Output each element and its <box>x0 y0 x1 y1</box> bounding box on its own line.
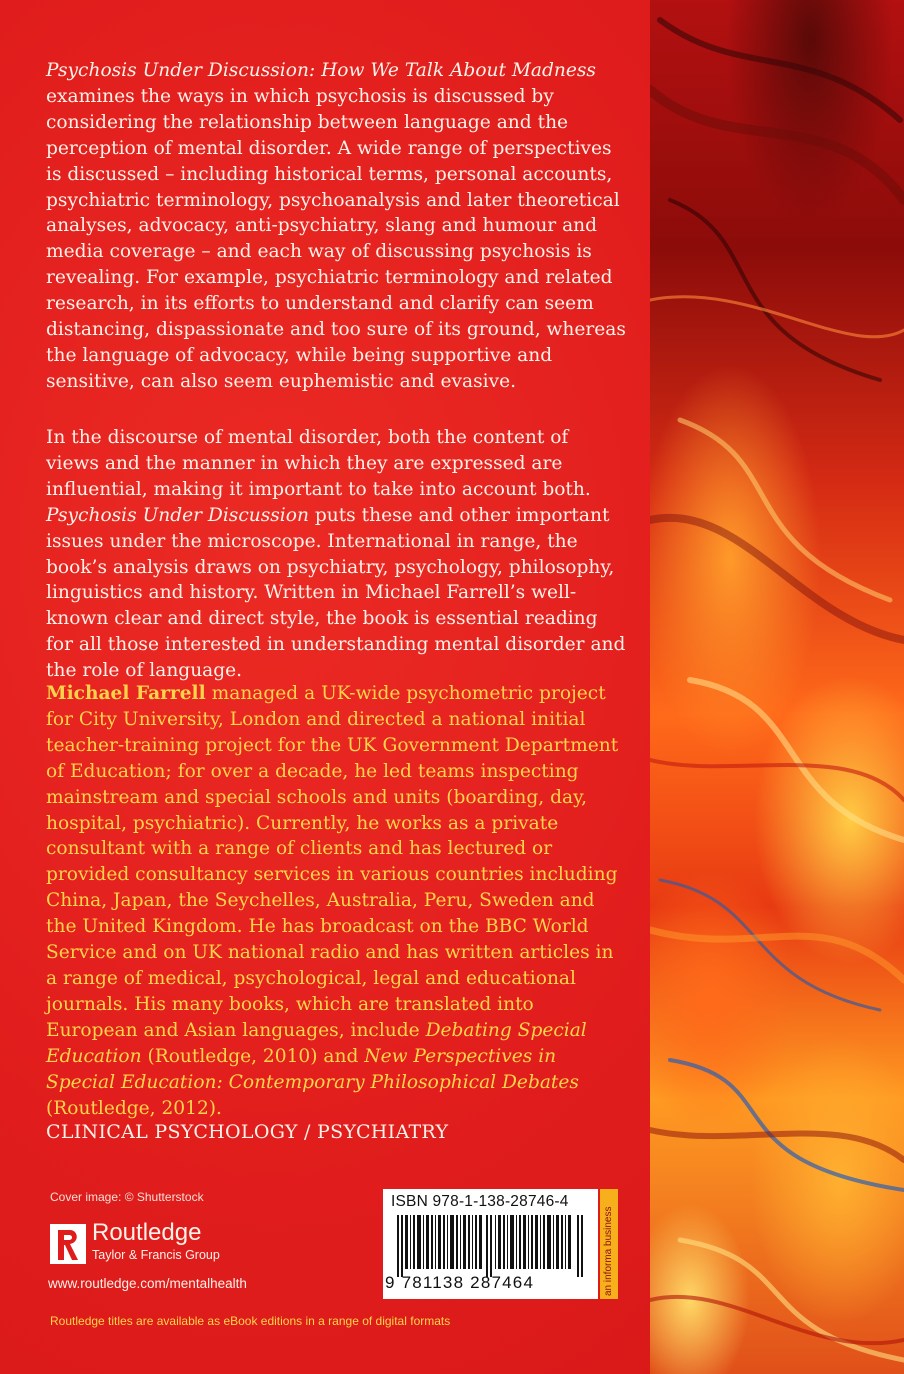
ebook-note: Routledge titles are available as eBook editions in a range of digital formats <box>50 1314 451 1328</box>
barcode-digits: 9 781138 287464 <box>385 1273 535 1292</box>
book-title: Psychosis Under Discussion: How We Talk About Madness <box>46 60 596 81</box>
publisher-group: Taylor & Francis Group <box>92 1248 220 1262</box>
blurb-paragraph-2 <box>46 425 626 684</box>
blurb-paragraph-1 <box>46 58 626 395</box>
author-book-2: New Perspectives in Special Education: Contemporary Philosophical Debates <box>46 1045 579 1093</box>
author-name: Michael Farrell <box>46 683 206 704</box>
blurb-paragraph-1-text: examines the ways in which psychosis is discussed by considering the relationship between language and the perception of mental disorder. A wide range of perspectives is discussed – including historical terms, personal accounts, psychiatric terminology, psychoanalysis and later theoretical analyses, advocacy, anti-psychiatry, slang and humour and media coverage – and each way of discussing psychosis is revealing. For example, psychiatric terminology and related research, in its efforts to understand and clarify can seem distancing, dispassionate and too sure of its ground, whereas the language of advocacy, while being supportive and sensitive, can also seem euphemistic and evasive. <box>46 85 626 392</box>
barcode-bars-icon <box>397 1215 587 1277</box>
routledge-logo-icon <box>48 1222 88 1266</box>
blurb-paragraph-2-text-a: In the discourse of mental disorder, both the content of views and the manner in which they are expressed are influential, making it important to take into account both. <box>46 427 591 500</box>
author-bio-text-a: managed a UK-wide psychometric project for City University, London and directed a national initial teacher-training project for the UK Government Department of Education; for over a decade, he led teams inspecting mainstream and special schools and units (boarding, day, hospital, psychiatric). Currently, he works as a private consultant with a range of clients and has lectured or provided consultancy services in various countries including China, Japan, the Seychelles, Australia, Peru, Sweden and the United Kingdom. He has broadcast on the BBC World Service and on UK national radio and has written articles in a range of medical, psychological, legal and educational journals. His many books, which are translated into European and Asian languages, include <box>46 683 619 1041</box>
author-book-1: Debating Special Education <box>46 1019 587 1067</box>
author-bio-text-c: (Routledge, 2012). <box>46 1097 222 1119</box>
book-title-short: Psychosis Under Discussion <box>46 504 309 526</box>
author-bio <box>46 681 626 1121</box>
informa-business-label: an informa business <box>603 1206 614 1296</box>
artwork-swirls <box>650 0 904 1374</box>
isbn-barcode <box>383 1189 598 1299</box>
publisher-website[interactable]: www.routledge.com/mentalhealth <box>48 1276 247 1291</box>
publisher-block <box>92 1219 220 1263</box>
subject-category: CLINICAL PSYCHOLOGY / PSYCHIATRY <box>46 1121 449 1143</box>
publisher-name: Routledge <box>92 1219 202 1246</box>
cover-artwork <box>650 0 904 1374</box>
blurb-paragraph-2-text-b: puts these and other important issues under the microscope. International in range, the book’s analysis draws on psychiatry, psychology, philosophy, linguistics and history. Written in Michael Farrell’s well-known clear and direct style, the book is essential reading for all those interested in understanding mental disorder and the role of language. <box>46 504 626 682</box>
isbn-label: ISBN 978-1-138-28746-4 <box>391 1193 569 1210</box>
author-bio-text-b: (Routledge, 2010) and <box>141 1045 365 1067</box>
cover-image-credit: Cover image: © Shutterstock <box>50 1190 204 1204</box>
